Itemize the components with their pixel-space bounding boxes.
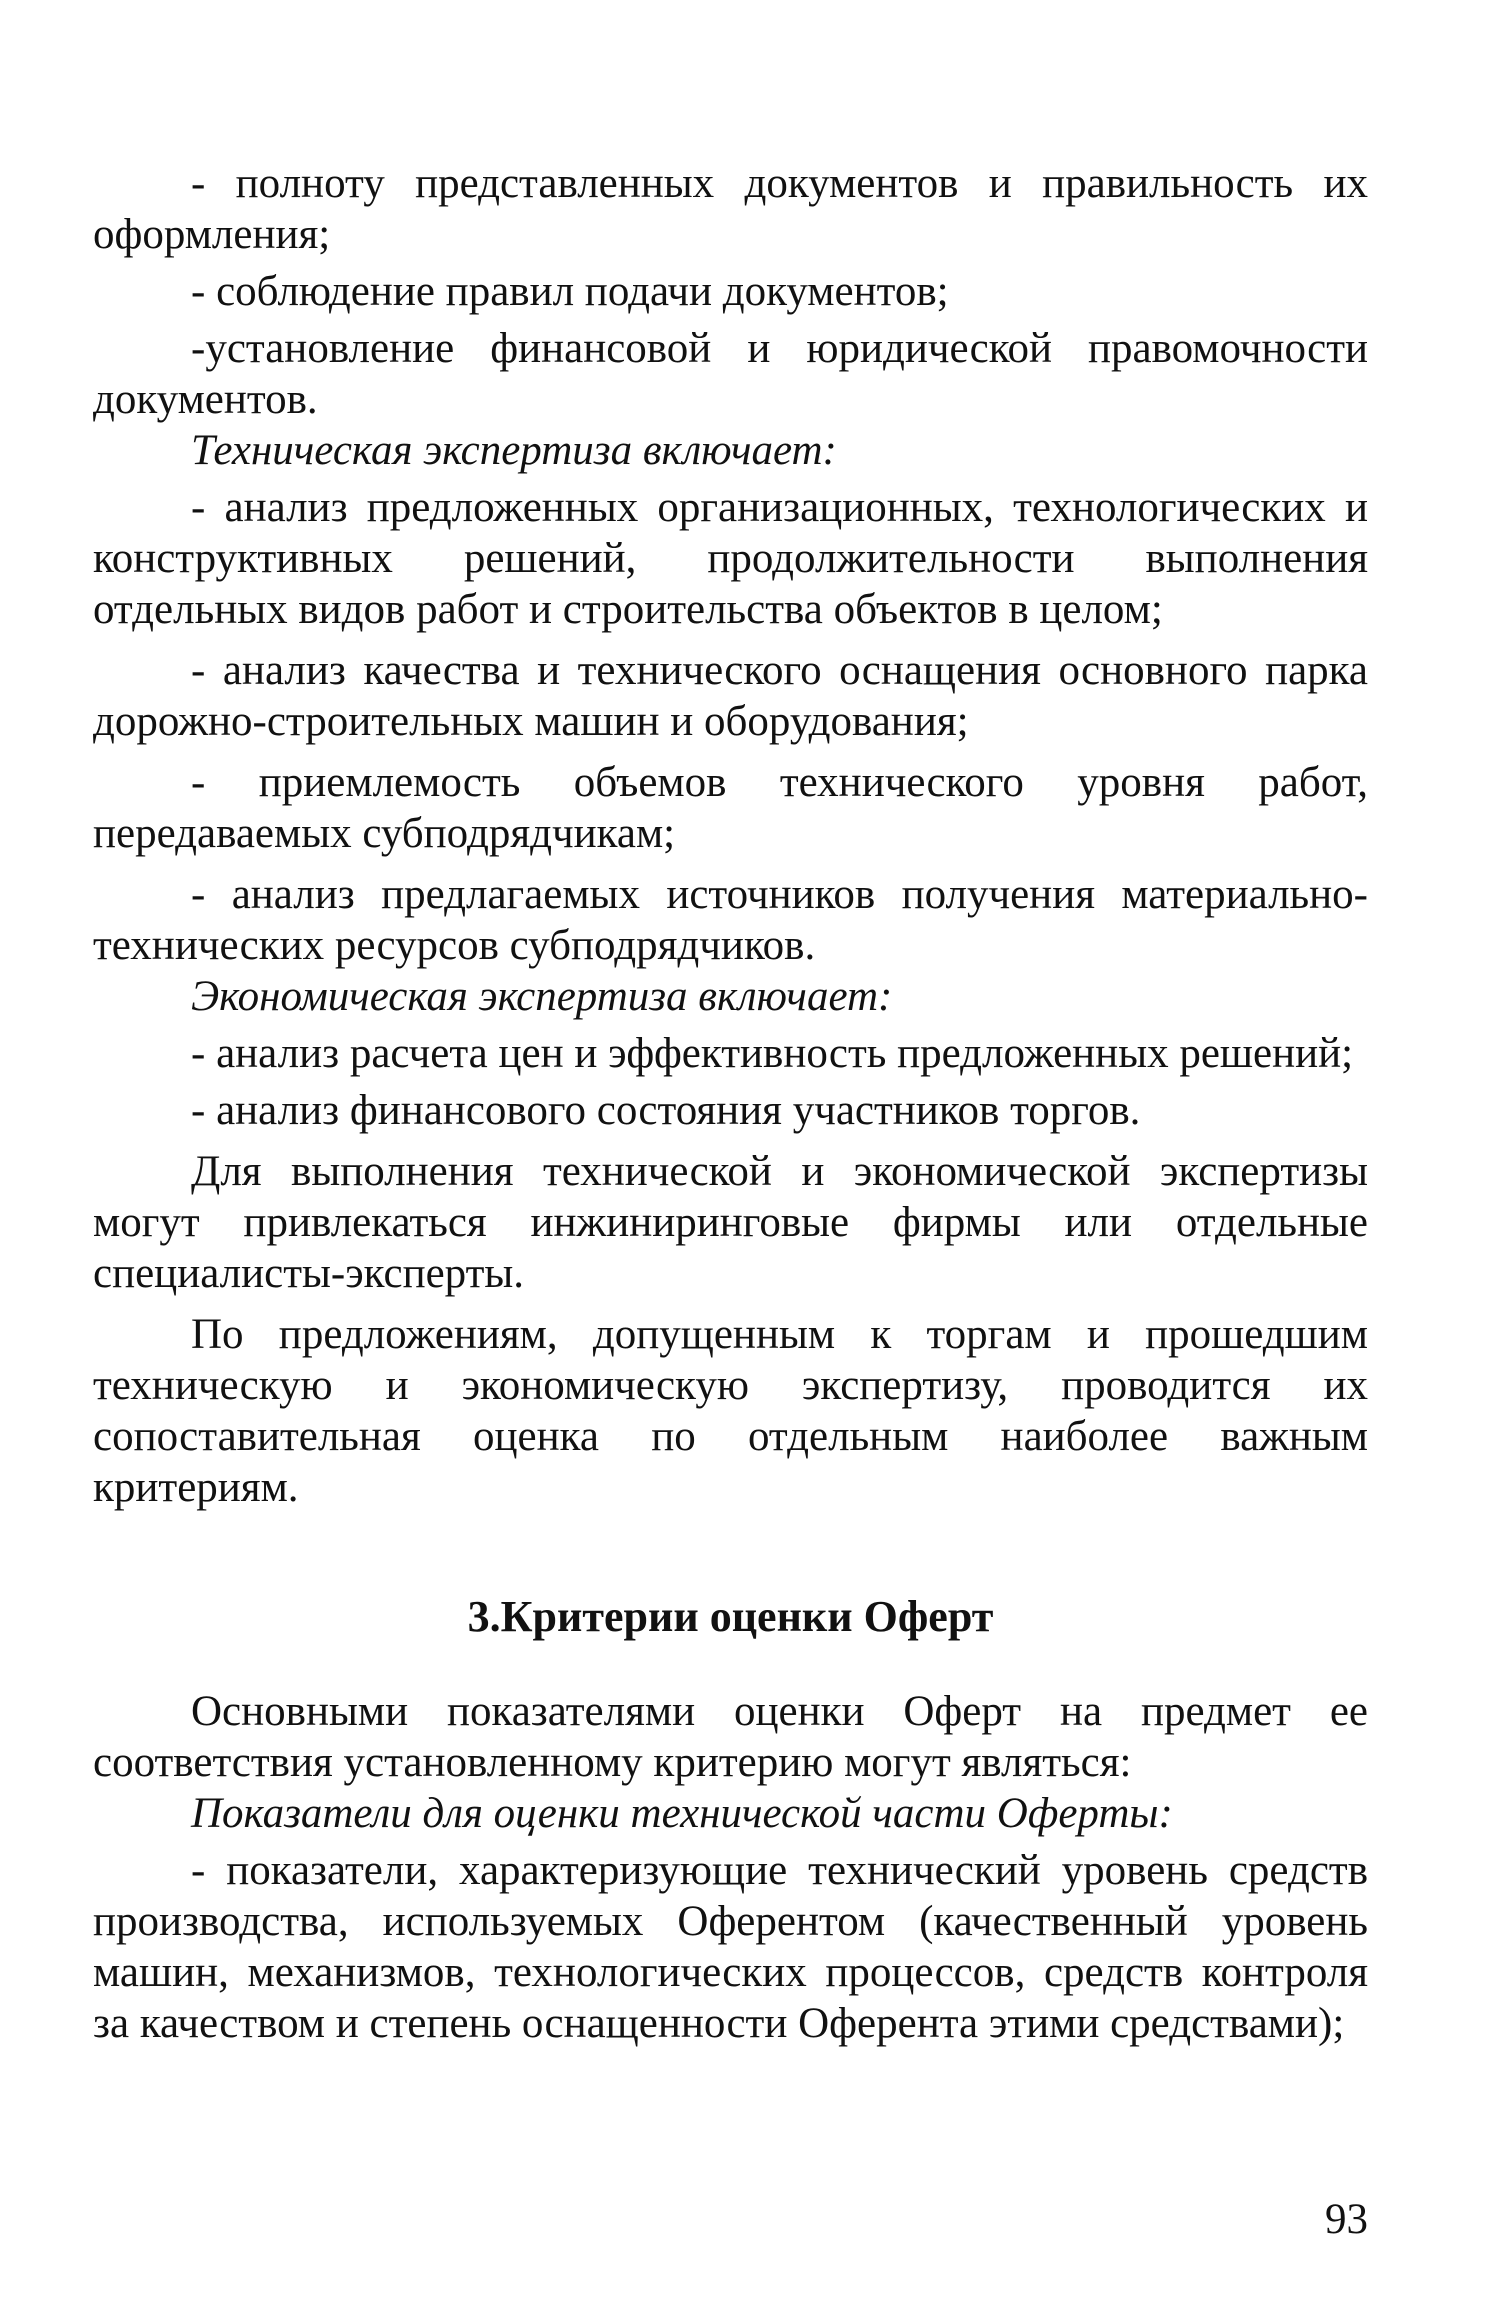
section-title: 3.Критерии оценки Оферт bbox=[467, 1592, 994, 1641]
page-body bbox=[93, 158, 1368, 2049]
technical-item-2: - анализ качества и технического оснащения основного парка дорожно-строительных машин и оборудования; bbox=[93, 647, 1368, 745]
technical-item-4: - анализ предлагаемых источников получения материально-технических ресурсов субподрядчиков. bbox=[93, 871, 1368, 969]
section-intro: Основными показателями оценки Оферт на предмет ее соответствия установленному критерию могут являться: bbox=[93, 1688, 1368, 1786]
paragraph-comparison: По предложениям, допущенным к торгам и прошедшим техническую и экономическую экспертизу, проводится их сопоставительная оценка по отдельным наиболее важным критериям. bbox=[93, 1311, 1368, 1511]
technical-heading: Техническая экспертиза включает: bbox=[191, 427, 837, 474]
page-number: 93 bbox=[1325, 2196, 1368, 2243]
intro-item-3: -установление финансовой и юридической правомочности документов. bbox=[93, 325, 1368, 423]
paragraph-experts: Для выполнения технической и экономической экспертизы могут привлекаться инжиниринговые фирмы или отдельные специалисты-эксперты. bbox=[93, 1148, 1368, 1297]
intro-item-2: - соблюдение правил подачи документов; bbox=[191, 268, 949, 315]
economic-item-2: - анализ финансового состояния участников торгов. bbox=[191, 1087, 1141, 1134]
technical-item-3: - приемлемость объемов технического уровня работ, передаваемых субподрядчикам; bbox=[93, 759, 1368, 857]
technical-item-1: - анализ предложенных организационных, технологических и конструктивных решений, продолжительности выполнения отдельных видов работ и строительства объектов в целом; bbox=[93, 484, 1368, 633]
intro-item-1: - полноту представленных документов и правильность их оформления; bbox=[93, 160, 1368, 258]
section-subheading: Показатели для оценки технической части Оферты: bbox=[191, 1790, 1173, 1837]
economic-item-1: - анализ расчета цен и эффективность предложенных решений; bbox=[191, 1030, 1354, 1077]
section-item-1: - показатели, характеризующие технический уровень средств производства, используемых Оферентом (качественный уровень машин, механизмов, технологических процессов, средств контроля за качеством и степень оснащенности Оферента этими средствами); bbox=[93, 1847, 1368, 2047]
economic-heading: Экономическая экспертиза включает: bbox=[191, 973, 893, 1020]
